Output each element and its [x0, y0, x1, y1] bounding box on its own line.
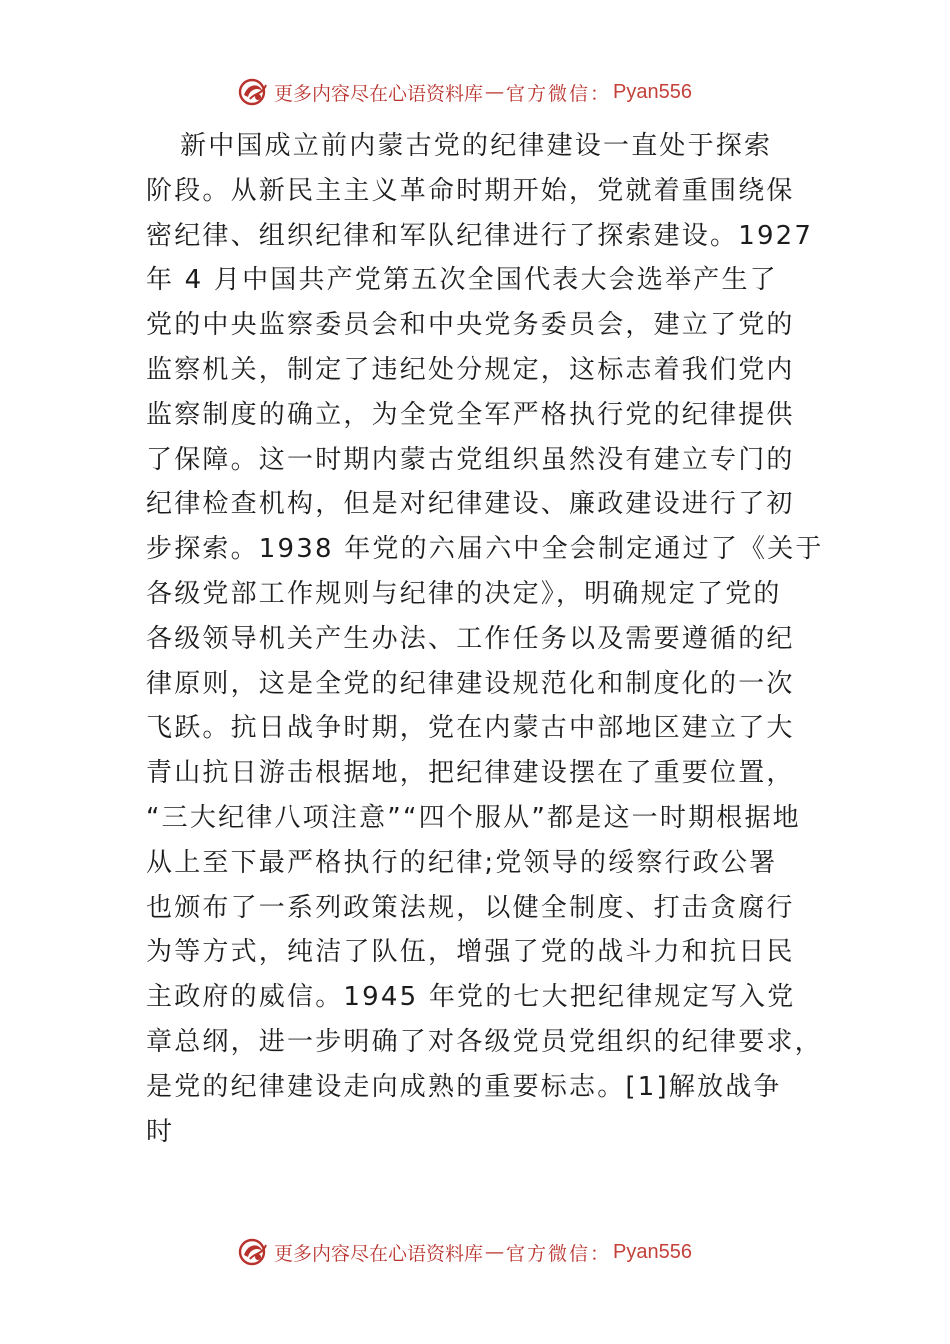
body-line: 时 [146, 1116, 175, 1147]
body-line: 监察制度的确立，为全党全军严格执行党的纪律提供 [146, 399, 795, 430]
watermark-wechat-id: Pyan556 [613, 1240, 692, 1263]
body-line: 监察机关，制定了违纪处分规定，这标志着我们党内 [146, 354, 795, 385]
red-swirl-logo-icon [236, 75, 270, 109]
body-line: 律原则，这是全党的纪律建设规范化和制度化的一次 [146, 668, 795, 699]
body-line: 密纪律、组织纪律和军队纪律进行了探索建设。1927 [146, 220, 814, 251]
body-line: 是党的纪律建设走向成熟的重要标志。[1]解放战争 [146, 1071, 782, 1102]
body-line: 各级党部工作规则与纪律的决定》，明确规定了党的 [146, 578, 782, 609]
document-body [146, 124, 824, 1154]
watermark-wechat-label: 官方微信： [506, 82, 612, 105]
watermark-brand: 更多内容尽在心语资料库 [274, 1242, 484, 1265]
body-line: 年 4 月中国共产党第五次全国代表大会选举产生了 [146, 265, 778, 296]
body-line: 青山抗日游击根据地，把纪律建设摆在了重要位置， [146, 758, 795, 789]
body-line: 阶段。从新民主主义革命时期开始，党就着重围绕保 [146, 175, 795, 206]
red-swirl-logo-icon [236, 1235, 270, 1269]
watermark-dash: — [485, 1241, 505, 1263]
body-line: 了保障。这一时期内蒙古党组织虽然没有建立专门的 [146, 444, 795, 475]
body-line: 从上至下最严格执行的纪律;党领导的绥察行政公署 [146, 847, 778, 878]
body-line: 纪律检查机构，但是对纪律建设、廉政建设进行了初 [146, 489, 795, 520]
body-line: 各级领导机关产生办法、工作任务以及需要遵循的纪 [146, 623, 795, 654]
body-line: 为等方式，纯洁了队伍，增强了党的战斗力和抗日民 [146, 937, 795, 968]
body-line: 党的中央监察委员会和中央党务委员会，建立了党的 [146, 310, 795, 341]
body-line: 新中国成立前内蒙古党的纪律建设一直处于探索 [180, 131, 773, 161]
body-line: 飞跃。抗日战争时期，党在内蒙古中部地区建立了大 [146, 713, 795, 744]
body-line: “三大纪律八项注意”“四个服从”都是这一时期根据地 [146, 802, 801, 833]
watermark-dash: — [485, 81, 505, 103]
watermark-wechat-id: Pyan556 [613, 80, 692, 103]
body-line: 也颁布了一系列政策法规，以健全制度、打击贪腐行 [146, 892, 795, 923]
watermark-brand: 更多内容尽在心语资料库 [274, 82, 484, 105]
footer-watermark [236, 1232, 692, 1272]
watermark-wechat-label: 官方微信： [506, 1242, 612, 1265]
body-line: 主政府的威信。1945 年党的七大把纪律规定写入党 [146, 982, 796, 1013]
body-line: 步探索。1938 年党的六届六中全会制定通过了《关于 [146, 534, 824, 565]
body-line: 章总纲，进一步明确了对各级党员党组织的纪律要求， [146, 1026, 823, 1057]
header-watermark [236, 72, 692, 112]
